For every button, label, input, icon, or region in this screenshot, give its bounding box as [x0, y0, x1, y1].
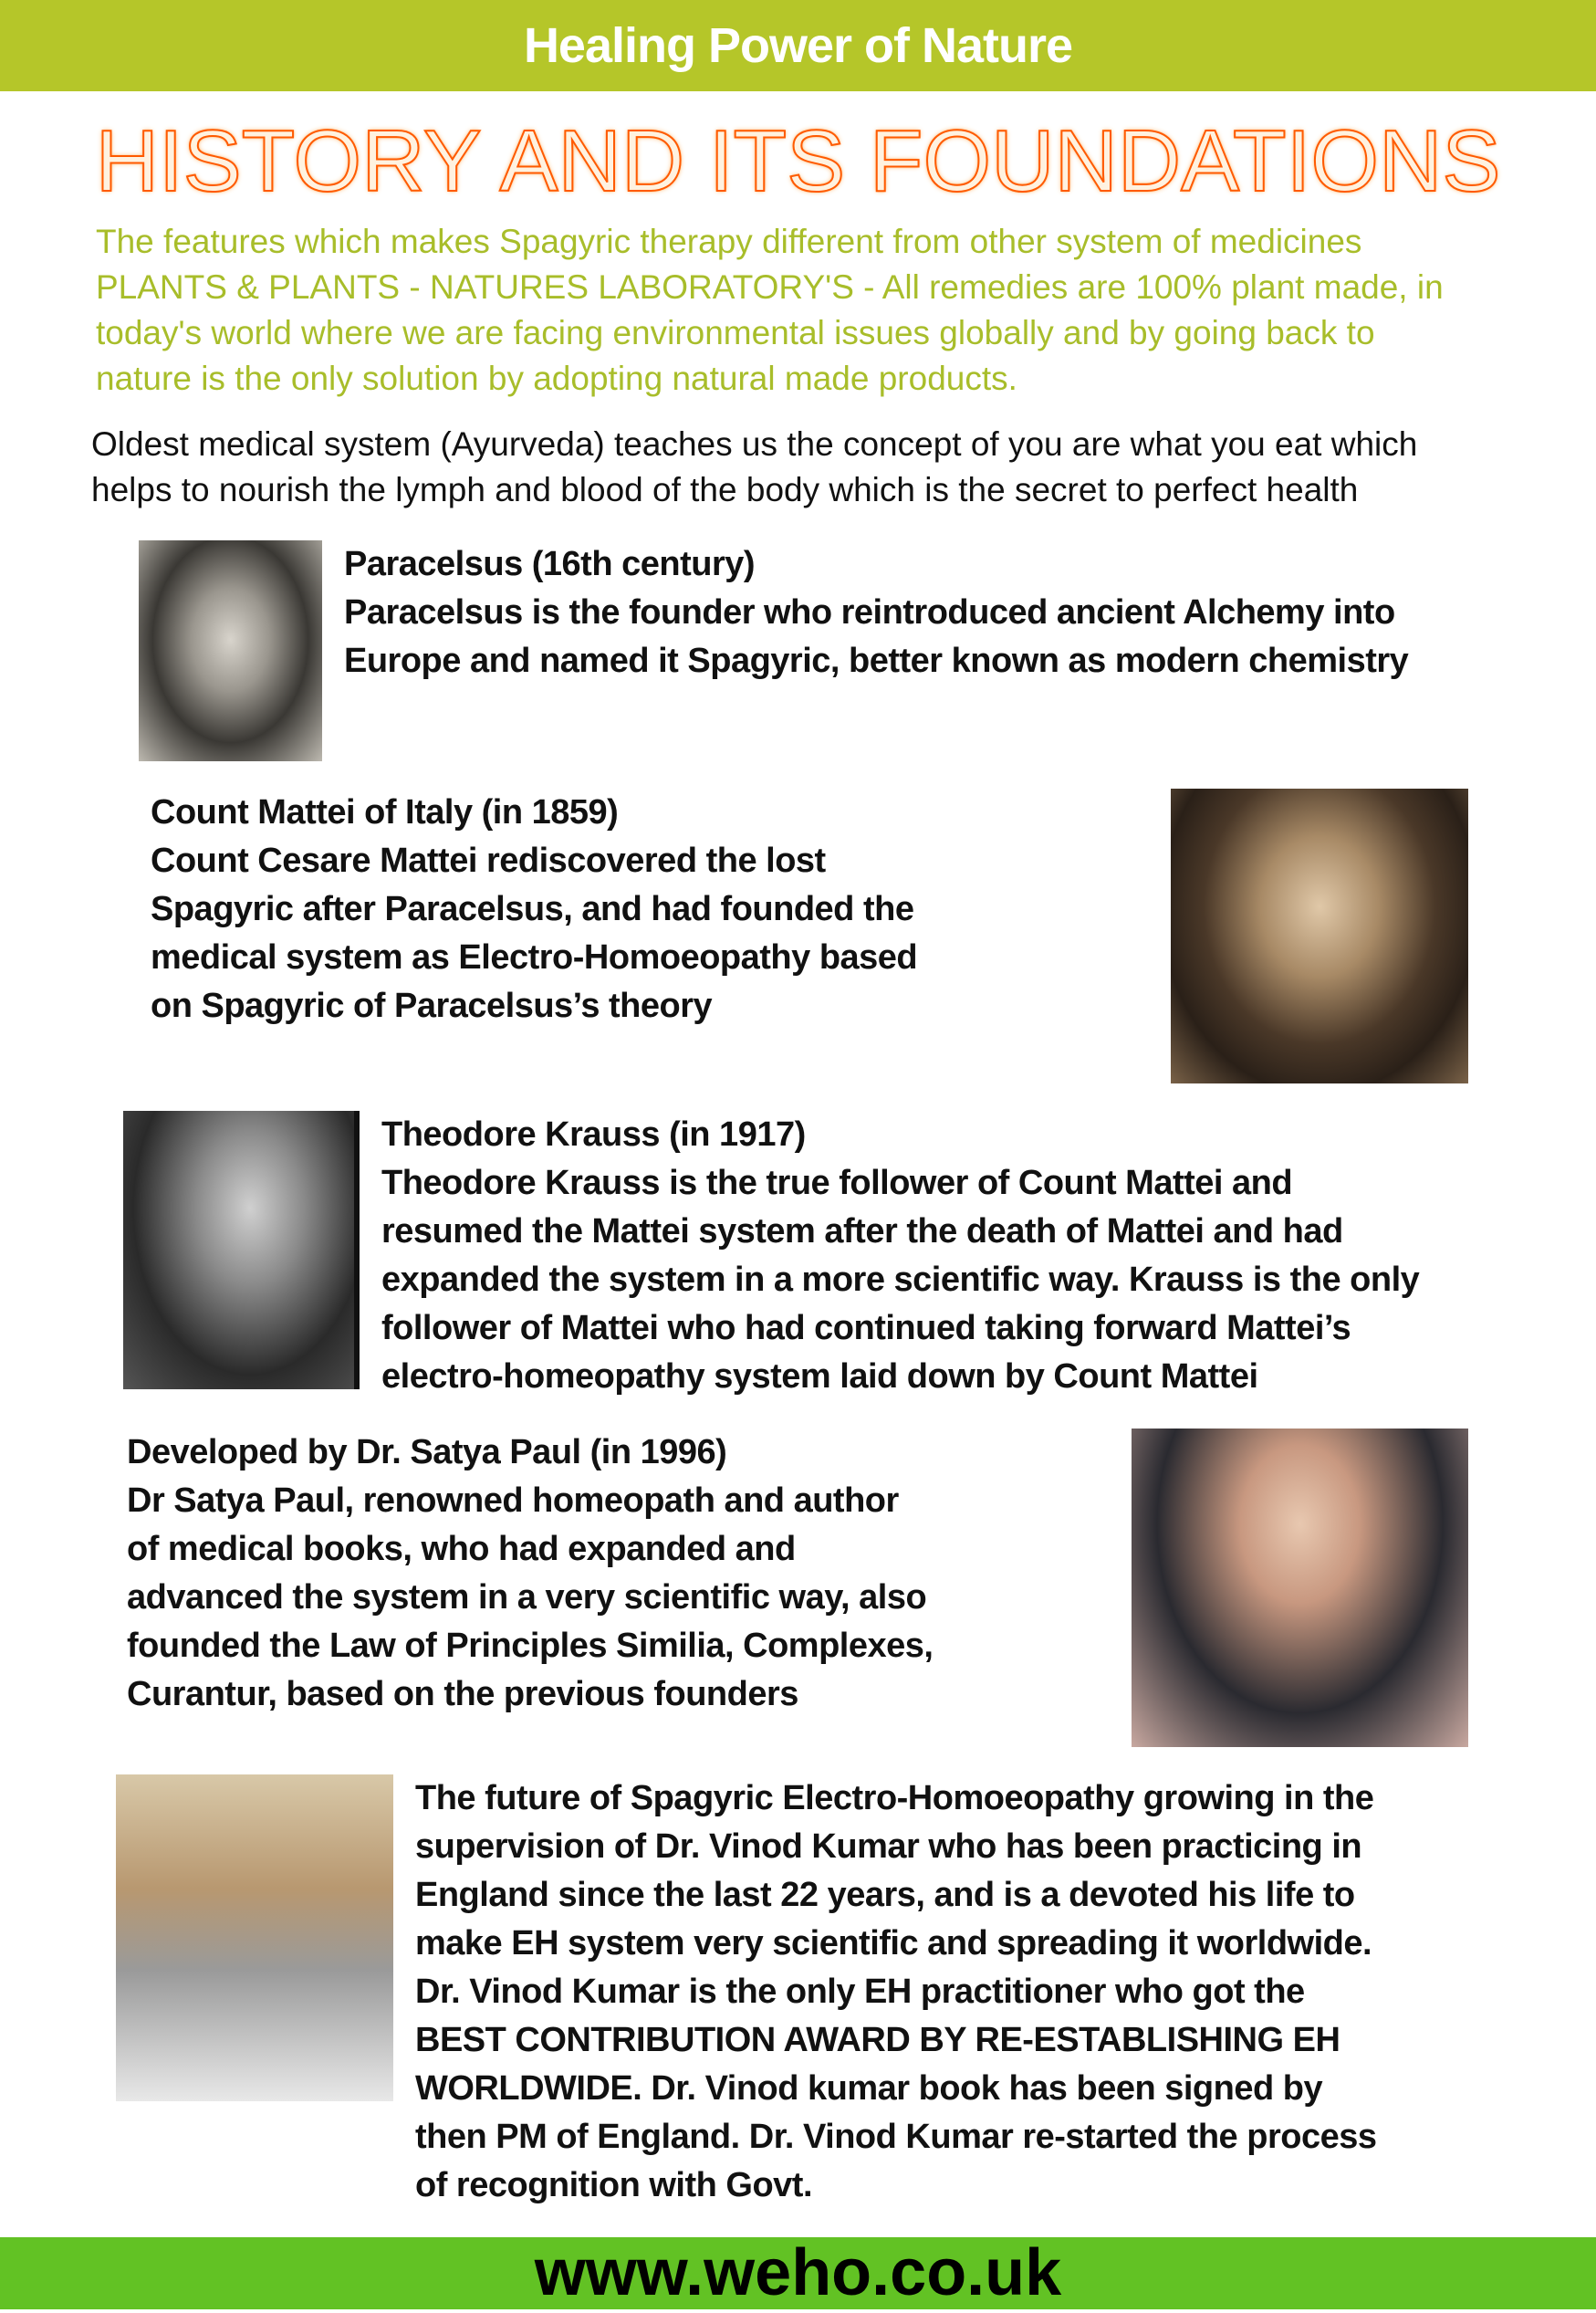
mattei-portrait: [1171, 789, 1468, 1083]
intro-line: helps to nourish the lymph and blood of the body which is the secret to perfect health: [91, 471, 1359, 508]
section-line: WORLDWIDE. Dr. Vinod kumar book has been signed by: [415, 2069, 1323, 2108]
section-paracelsus-row: [139, 540, 1541, 761]
satya-paul-portrait: [1132, 1429, 1468, 1747]
section-line: founded the Law of Principles Similia, Complexes,: [127, 1627, 934, 1665]
section-krauss: [381, 1111, 1541, 1401]
section-line: make EH system very scientific and spreading it worldwide.: [415, 1924, 1372, 1962]
website-link[interactable]: www.weho.co.uk: [534, 2236, 1062, 2309]
section-line: then PM of England. Dr. Vinod Kumar re-started the process: [415, 2118, 1377, 2156]
section-line: on Spagyric of Paracelsus’s theory: [151, 987, 713, 1025]
spacer: [0, 2210, 1596, 2237]
section-heading: Count Mattei of Italy (in 1859): [151, 793, 619, 832]
section-mattei-row: [151, 789, 1468, 1083]
section-line: advanced the system in a very scientific way, also: [127, 1578, 927, 1617]
section-line: resumed the Mattei system after the death of Mattei and had: [381, 1212, 1343, 1251]
section-line: Count Cesare Mattei rediscovered the lost: [151, 842, 826, 880]
section-line: of recognition with Govt.: [415, 2166, 813, 2204]
section-line: follower of Mattei who had continued taking forward Mattei’s: [381, 1309, 1351, 1347]
section-satya-paul-row: [127, 1429, 1468, 1747]
footer-banner: [0, 2237, 1596, 2309]
section-line: supervision of Dr. Vinod Kumar who has been practicing in: [415, 1827, 1362, 1866]
page-title: HISTORY AND ITS FOUNDATIONS: [95, 112, 1501, 210]
section-line: BEST CONTRIBUTION AWARD BY RE-ESTABLISHING EH: [415, 2021, 1340, 2059]
section-heading: Paracelsus (16th century): [344, 545, 756, 583]
section-krauss-row: [123, 1111, 1541, 1401]
intro-line: today's world where we are facing environmental issues globally and by going back to: [96, 314, 1375, 351]
krauss-portrait: [123, 1111, 360, 1389]
section-mattei: [151, 789, 1149, 1031]
section-vinod-kumar: [415, 1774, 1541, 2210]
header-title: Healing Power of Nature: [523, 18, 1073, 73]
section-line: Dr. Vinod Kumar is the only EH practitioner who got the: [415, 1973, 1305, 2011]
section-line: of medical books, who had expanded and: [127, 1530, 796, 1568]
section-paracelsus: [344, 540, 1541, 686]
section-line: The future of Spagyric Electro-Homoeopathy growing in the: [415, 1779, 1374, 1817]
intro-line: nature is the only solution by adopting natural made products.: [96, 360, 1017, 397]
section-line: Dr Satya Paul, renowned homeopath and author: [127, 1481, 899, 1520]
section-satya-paul: [127, 1429, 1110, 1719]
intro-line: PLANTS & PLANTS - NATURES LABORATORY'S - All remedies are 100% plant made, in: [96, 268, 1444, 306]
intro-line: Oldest medical system (Ayurveda) teaches us the concept of you are what you eat which: [91, 425, 1418, 463]
paracelsus-portrait: [139, 540, 322, 761]
section-line: Europe and named it Spagyric, better known as modern chemistry: [344, 642, 1409, 680]
section-line: expanded the system in a more scientific way. Krauss is the only: [381, 1261, 1420, 1299]
vinod-kumar-photo: [116, 1774, 393, 2101]
intro-line: The features which makes Spagyric therapy different from other system of medicines: [96, 223, 1362, 260]
section-line: electro-homeopathy system laid down by Count Mattei: [381, 1357, 1258, 1396]
section-line: medical system as Electro-Homoeopathy based: [151, 938, 918, 977]
section-line: Paracelsus is the founder who reintroduced ancient Alchemy into: [344, 593, 1395, 632]
section-line: Spagyric after Paracelsus, and had founded the: [151, 890, 914, 928]
section-line: Curantur, based on the previous founders: [127, 1675, 798, 1713]
header-banner: [0, 0, 1596, 91]
intro-black: [91, 422, 1550, 513]
section-line: England since the last 22 years, and is a devoted his life to: [415, 1876, 1355, 1914]
section-vinod-kumar-row: [116, 1774, 1541, 2210]
section-line: Theodore Krauss is the true follower of Count Mattei and: [381, 1164, 1293, 1202]
intro-green: [96, 219, 1541, 402]
section-heading: Theodore Krauss (in 1917): [381, 1115, 806, 1154]
section-heading: Developed by Dr. Satya Paul (in 1996): [127, 1433, 727, 1471]
